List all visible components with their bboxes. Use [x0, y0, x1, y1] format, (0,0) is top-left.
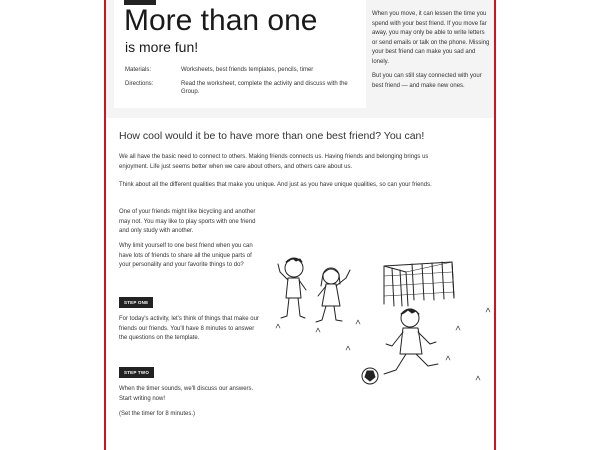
body-paragraph: We all have the basic need to connect to others. Making friends connects us. Having friends and belonging brings us enjoyment. Life just seems better when we care about others, and others care about us. — [119, 154, 429, 170]
section-headline: How cool would it be to have more than one best friend? You can! — [119, 130, 425, 142]
directions-label: Directions: — [125, 81, 154, 87]
grass-drawing — [276, 308, 490, 380]
aside-panel — [372, 10, 490, 96]
main-content — [106, 118, 494, 450]
step-two-badge: STEP TWO — [119, 367, 154, 378]
aside-paragraph: When you move, it can lessen the time you spend with your best friend. If you move far away, you may only be able to write letters or send emails or talk on the phone. Missing your best friend can make you sad and lonely. — [372, 11, 490, 65]
page-title: More than one — [124, 4, 318, 37]
body-paragraph: Why limit yourself to one best friend when you can have lots of friends to share all the unique parts of your personality and your favorite things to do? — [119, 243, 253, 268]
header-card — [114, 0, 366, 108]
kicking-boy-drawing — [384, 309, 438, 374]
directions-text: Read the worksheet, complete the activity and discuss with the Group. — [181, 81, 348, 95]
page-subtitle: is more fun! — [125, 39, 199, 55]
friends-playing-illustration — [274, 250, 492, 400]
aside-paragraph: But you can still stay connected with your best friend — and make new ones. — [372, 73, 482, 89]
soccer-ball-drawing — [362, 368, 378, 384]
materials-text: Worksheets, best friends templates, pencils, timer — [181, 67, 314, 73]
step-one-text: For today's activity, let's think of things that make our friends our friends. You'll have 8 minutes to answer the questions on the template. — [119, 316, 259, 341]
step-one-badge: STEP ONE — [119, 297, 153, 308]
step-two-text: When the timer sounds, we'll discuss our answers. Start writing now! — [119, 386, 254, 402]
worksheet-page — [104, 0, 496, 450]
waving-girl-drawing — [316, 268, 350, 322]
body-paragraph: Think about all the different qualities that make you unique. And just as you have unique qualities, so can your friends. — [119, 182, 432, 188]
body-paragraph: One of your friends might like bicycling and another may not. You may like to play sports with one friend and only study with another. — [119, 209, 256, 234]
timer-note: (Set the timer for 8 minutes.) — [119, 411, 196, 417]
materials-label: Materials: — [125, 67, 152, 73]
waving-boy-drawing — [278, 258, 306, 318]
soccer-goal-drawing — [384, 262, 454, 306]
